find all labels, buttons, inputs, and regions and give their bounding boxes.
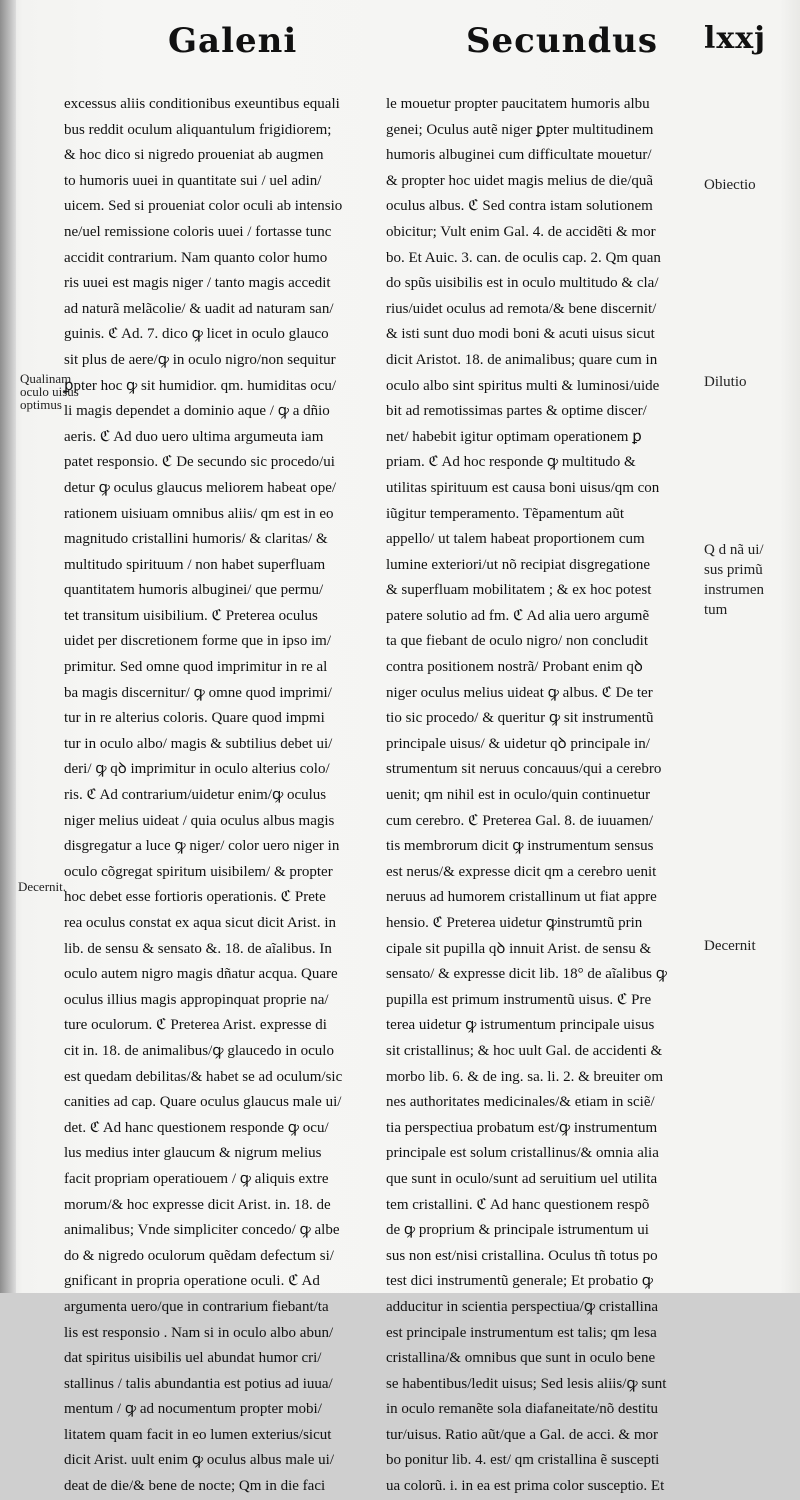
text-line: principale est solum cristallinus/& omnia alia (386, 1145, 659, 1162)
margin-note-line: optimus (20, 397, 62, 412)
margin-note-qualinam (20, 372, 79, 411)
text-line: canities ad cap. Quare oculus glaucus male ui/ (64, 1094, 342, 1111)
margin-note-decernit-right: Decernit (704, 938, 756, 954)
margin-note-decernit-left: Decernit. (18, 879, 67, 894)
margin-note-line: instrumen (704, 582, 764, 598)
text-line: ris. ℭ Ad contrarium/uidetur enim/ꝙ oculus (64, 787, 327, 804)
text-line: tur/uisus. Ratio aũt/que a Gal. de acci. & mor (386, 1426, 659, 1443)
text-line: do spũs uisibilis est in oculo multitudo & cla/ (386, 275, 659, 292)
folio-number: lxxj (704, 21, 767, 56)
text-line: contra positionem nostrã/ Probant enim qꝺ (386, 659, 643, 676)
text-line: oculo cõgregat spiritum uisibilem/ & propter (64, 863, 333, 880)
text-line: uenit; qm nihil est in oculo/quin continuetur (386, 787, 651, 804)
text-line: neruus ad humorem cristallinum ut fiat appre (386, 889, 657, 906)
text-line: net/ habebit igitur optimam operationem ꝑ (386, 428, 642, 445)
text-line: patere solutio ad fm. ℭ Ad alia uero argumẽ (386, 607, 650, 624)
margin-note-line: oculo uisus (20, 384, 79, 399)
text-line: niger oculus melius uideat ꝙ albus. ℭ De ter (386, 684, 653, 701)
text-line: terea uidetur ꝙ istrumentum principale uisus (386, 1017, 655, 1034)
text-line: oculus albus. ℭ Sed contra istam solutionem (386, 198, 653, 215)
text-line: oculo albo sint spiritus multi & luminosi/uide (386, 377, 660, 394)
text-line: excessus aliis conditionibus exeuntibus equali (64, 96, 340, 112)
text-line: utilitas spirituum est causa boni uisus/qm con (386, 479, 660, 496)
text-line: bo. Et Auic. 3. can. de oculis cap. 2. Qm quan (386, 249, 661, 266)
text-line: uidet per discretionem forme que in ipso im/ (64, 633, 332, 650)
text-line: det. ℭ Ad hanc questionem responde ꝙ ocu/ (64, 1119, 329, 1136)
text-line: adducitur in scientia perspectiua/ꝙ cristallina (386, 1298, 658, 1315)
text-line: bit ad remotissimas partes & optime discer/ (386, 403, 647, 420)
text-line: tia perspectiua probatum est/ꝙ instrumentum (386, 1119, 658, 1136)
text-line: ad naturã melãcolie/ & uadit ad naturam san/ (64, 300, 334, 317)
binding-gutter (0, 0, 16, 1293)
text-line: hoc debet esse fortioris operationis. ℭ Prete (64, 889, 326, 906)
header-left-title: Galeni (168, 21, 298, 61)
text-line: le mouetur propter paucitatem humoris albu (386, 96, 650, 112)
text-line: rius/uidet oculus ad remota/& bene discernit/ (386, 300, 657, 317)
text-line: morbo lib. 6. & de ing. sa. li. 2. & breuiter om (386, 1068, 664, 1085)
text-line: obicitur; Vult enim Gal. 4. de accidẽti & mor (386, 223, 656, 240)
text-line: appello/ ut talem habeat proportionem cum (386, 531, 645, 548)
left-text-column (64, 92, 374, 1500)
text-line: test dici instrumentũ generale; Et probatio ꝙ (386, 1273, 654, 1290)
margin-note-line: sus primũ (704, 562, 763, 578)
text-line: hensio. ℭ Preterea uidetur ꝙinstrumtũ prin (386, 915, 643, 931)
margin-note-line: Q d nã ui/ (704, 542, 764, 558)
text-line: sit cristallinus; & hoc uult Gal. de accidenti & (386, 1042, 663, 1059)
text-line: cristallina/& omnibus que sunt in oculo bene (386, 1350, 656, 1367)
text-line: genei; Oculus autẽ niger ꝑpter multitudinem (386, 121, 654, 138)
text-line: do & nigredo oculorum quẽdam defectum si/ (64, 1247, 334, 1264)
text-line: argumenta uero/que in contrarium fiebant/ta (64, 1298, 329, 1315)
running-header (0, 21, 800, 84)
text-line: lib. de sensu & sensato &. 18. de aĩalibus. In (64, 940, 332, 957)
text-line: animalibus; Vnde simpliciter concedo/ ꝙ albe (64, 1222, 340, 1239)
text-line: rea oculus constat ex aqua sicut dicit Arist. in (64, 915, 337, 931)
text-line: que sunt in oculo/sunt ad seruitium uel utilita (386, 1170, 658, 1187)
text-line: dicit Aristot. 18. de animalibus; quare cum in (386, 351, 658, 368)
text-line: dat spiritus uisibilis uel abundat humor cri/ (64, 1350, 322, 1367)
text-line: stallinus / talis abundantia est potius ad iuua/ (64, 1375, 333, 1392)
text-line: tur in re alterius coloris. Quare quod impmi (64, 710, 325, 727)
margin-note-dilutio: Dilutio (704, 374, 747, 390)
text-line: tis membrorum dicit ꝙ instrumentum sensus (386, 838, 654, 855)
text-line: se habentibus/ledit uisus; Sed lesis aliis/ꝙ sunt (386, 1375, 667, 1392)
text-line: principale uisus/ & uidetur qꝺ principale in/ (386, 735, 650, 752)
text-line: facit propriam operatiouem / ꝙ aliquis extre (64, 1170, 329, 1187)
text-line: lus medius inter glaucum & nigrum melius (64, 1145, 322, 1162)
text-line: niger melius uideat / quia oculus albus magis (64, 812, 335, 829)
text-line: lis est responsio . Nam si in oculo albo abun/ (64, 1324, 334, 1341)
text-line: disgregatur a luce ꝙ niger/ color uero niger in (64, 838, 340, 855)
text-line: cipale sit pupilla qꝺ innuit Arist. de sensu & (386, 940, 652, 957)
text-line: detur ꝙ oculus glaucus meliorem habeat ope/ (64, 479, 337, 496)
text-line: & superfluam mobilitatem ; & ex hoc potest (386, 582, 652, 599)
text-line: mentum / ꝙ ad nocumentum propter mobi/ (64, 1401, 322, 1418)
text-line: iũgitur temperamento. Tẽpamentum aũt (386, 505, 624, 522)
header-center-title: Secundus (466, 21, 658, 61)
text-line: nes authoritates medicinales/& etiam in sciẽ/ (386, 1094, 655, 1111)
text-line: ris uuei est magis niger / tanto magis accedit (64, 275, 331, 292)
text-line: morum/& hoc expresse dicit Arist. in. 18. de (64, 1196, 331, 1213)
text-line: bo ponitur lib. 4. est/ qm cristallina ẽ suscepti (386, 1452, 660, 1469)
margin-note-line: Qualinam (20, 371, 72, 386)
text-line: ua colorũ. i. in ea est prima color susceptio. Et (386, 1478, 665, 1495)
text-line: tur in oculo albo/ magis & subtilius debet ui/ (64, 735, 333, 752)
text-line: tio sic procedo/ & queritur ꝙ sit instrumentũ (386, 710, 654, 727)
text-line: magnitudo cristallini humoris/ & claritas/ & (64, 531, 328, 548)
text-line: humoris albuginei cum difficultate mouetur/ (386, 147, 652, 164)
text-line: est quedam debilitas/& habet se ad oculum/sic (64, 1068, 343, 1085)
text-line: deat de die/& bene de nocte; Qm in die faci (64, 1478, 326, 1495)
text-line: li magis dependet a dominio aque / ꝙ a dñio (64, 403, 330, 420)
text-line: in oculo remanẽte sola diafaneitate/nõ destitu (386, 1401, 658, 1418)
text-line: litatem quam facit in eo lumen exterius/sicut (64, 1426, 332, 1443)
text-line: deri/ ꝙ qꝺ imprimitur in oculo alterius colo/ (64, 761, 330, 778)
text-line: strumentum sit neruus concauus/qui a cerebro (386, 761, 662, 778)
text-line: to humoris uuei in quantitate sui / uel adin/ (64, 172, 322, 189)
text-line: guinis. ℭ Ad. 7. dico ꝙ licet in oculo glauco (64, 326, 329, 343)
text-line: ne/uel remissione coloris uuei / fortasse tunc (64, 223, 332, 240)
text-line: rationem uisiuam omnibus aliis/ qm est in eo (64, 505, 334, 522)
text-line: priam. ℭ Ad hoc responde ꝙ multitudo & (386, 454, 636, 471)
text-line: pupilla est primum instrumentũ uisus. ℭ Pre (386, 991, 652, 1008)
text-line: gnificant in propria operatione oculi. ℭ Ad (64, 1273, 320, 1290)
text-line: est principale instrumentum est talis; qm lesa (386, 1324, 657, 1341)
text-line: cum cerebro. ℭ Preterea Gal. 8. de iuuamen/ (386, 812, 654, 829)
text-line: ba magis discernitur/ ꝙ omne quod imprimi/ (64, 684, 332, 701)
text-line: sit plus de aere/ꝙ in oculo nigro/non sequitur (64, 351, 336, 368)
text-line: & isti sunt duo modi boni & acuti uisus sicut (386, 326, 655, 343)
text-line: sensato/ & expresse dicit lib. 18° de aĩalibus ꝙ (386, 966, 667, 983)
text-line: ture oculorum. ℭ Preterea Arist. expresse di (64, 1017, 327, 1034)
text-line: tem cristallini. ℭ Ad hanc questionem respõ (386, 1196, 650, 1213)
text-line: accidit contrarium. Nam quanto color humo (64, 249, 328, 266)
margin-note-quod-sit (704, 540, 764, 620)
text-line: dicit Arist. uult enim ꝙ oculus albus male ui/ (64, 1452, 334, 1469)
text-line: quantitatem humoris albuginei/ que permu/ (64, 582, 324, 599)
text-line: aeris. ℭ Ad duo uero ultima argumeuta iam (64, 428, 324, 445)
margin-note-line: tum (704, 602, 728, 618)
text-line: tet transitum uisibilium. ℭ Preterea oculus (64, 607, 318, 624)
text-line: oculo autem nigro magis dñatur acqua. Quare (64, 966, 338, 983)
text-line: lumine exteriori/ut nõ recipiat disgregatione (386, 556, 651, 573)
text-line: sus non est/nisi cristallina. Oculus tñ totus po (386, 1247, 658, 1264)
text-line: est nerus/& expresse dicit qm a cerebro uenit (386, 863, 657, 880)
text-line: oculus illius magis appropinquat proprie na/ (64, 991, 329, 1008)
text-line: primitur. Sed omne quod imprimitur in re al (64, 659, 328, 676)
text-line: ꝑpter hoc ꝙ sit humidior. qm. humiditas ocu/ (64, 377, 337, 394)
text-line: & propter hoc uidet magis melius de die/quã (386, 172, 654, 189)
text-line: bus reddit oculum aliquantulum frigidiorem; (64, 121, 332, 138)
text-line: & hoc dico si nigredo proueniat ab augmen (64, 147, 324, 164)
right-text-column (386, 92, 702, 1500)
text-line: ta que fiebant de oculo nigro/ non concludit (386, 633, 649, 650)
text-line: uicem. Sed si proueniat color oculi ab intensio (64, 198, 343, 215)
text-line: cit in. 18. de animalibus/ꝙ glaucedo in oculo (64, 1042, 334, 1059)
margin-note-obiectio: Obiectio (704, 177, 756, 193)
text-line: multitudo spirituum / non habet superfluam (64, 556, 326, 573)
text-line: patet responsio. ℭ De secundo sic procedo/ui (64, 454, 335, 471)
text-line: de ꝙ proprium & principale istrumentum ui (386, 1222, 649, 1239)
